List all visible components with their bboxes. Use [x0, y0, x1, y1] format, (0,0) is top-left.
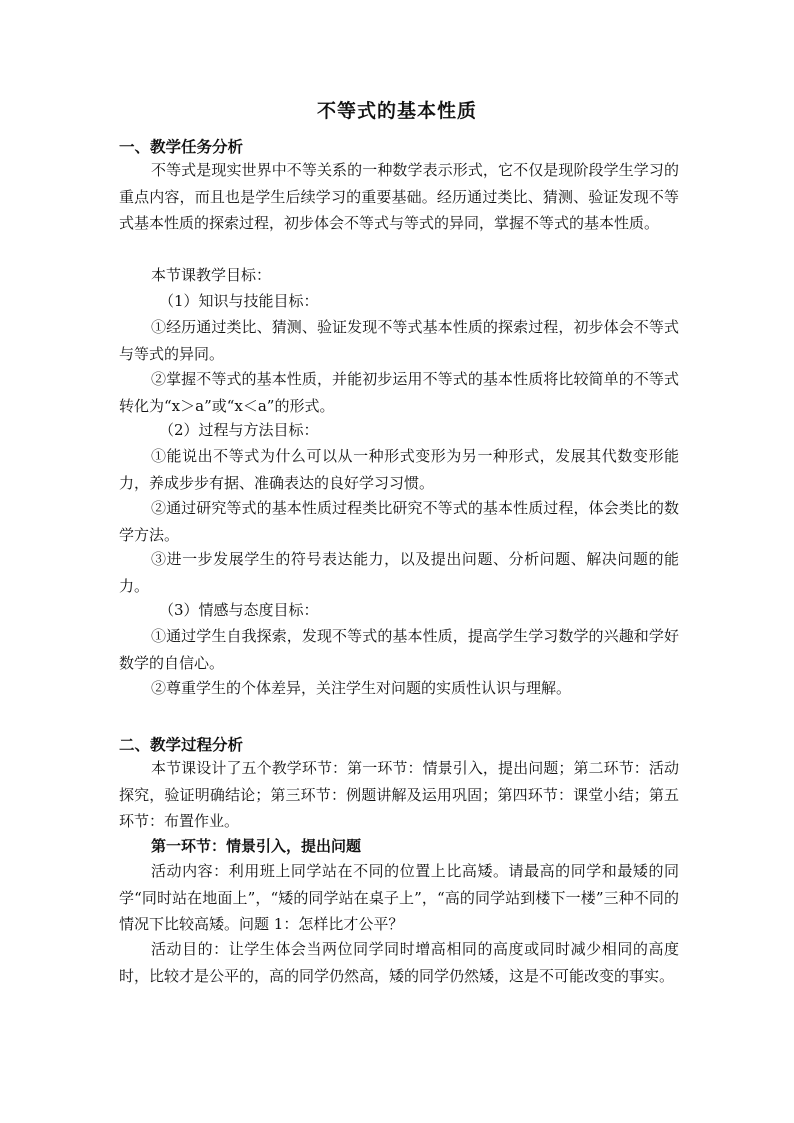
goal-heading-attitude: （3）情感与态度目标： — [159, 601, 319, 619]
paragraph-process-intro: 本节课设计了五个教学环节：第一环节：情景引入，提出问题；第二环节：活动探究，验证明确结论；第三环节：例题讲解及运用巩固；第四环节：课堂小结；第五环节：布置作业。 — [119, 759, 679, 830]
step-heading: 第一环节：情景引入，提出问题 — [151, 837, 362, 855]
goal-item: ①经历通过类比、猜测、验证发现不等式基本性质的探索过程，初步体会不等式与等式的异同。 — [119, 318, 679, 363]
paragraph-activity-goal: 活动目的：让学生体会当两位同学同时增高相同的高度或同时减少相同的高度时，比较才是公平的，高的同学仍然高，矮的同学仍然矮，这是不可能改变的事实。 — [119, 940, 679, 985]
goal-item: ①能说出不等式为什么可以从一种形式变形为另一种形式，发展其代数变形能力，养成步步有据、准确表达的良好学习习惯。 — [119, 447, 679, 492]
section-heading-1: 一、教学任务分析 — [119, 137, 244, 156]
paragraph-activity-content: 活动内容：利用班上同学站在不同的位置上比高矮。请最高的同学和最矮的同学“同时站在地面上”，“矮的同学站在桌子上”，“高的同学站到楼下一楼”三种不同的情况下比较高矮。问题 1：怎样比才公平？ — [119, 862, 679, 933]
goal-item: ②掌握不等式的基本性质，并能初步运用不等式的基本性质将比较简单的不等式转化为“x＞a”或“x＜a”的形式。 — [119, 370, 679, 415]
paragraph-goals-label: 本节课教学目标： — [151, 266, 272, 284]
goal-item: ②尊重学生的个体差异，关注学生对问题的实质性认识与理解。 — [151, 679, 572, 697]
page-title: 不等式的基本性质 — [316, 100, 477, 122]
section-heading-2: 二、教学过程分析 — [119, 735, 244, 754]
goal-item: ③进一步发展学生的符号表达能力，以及提出问题、分析问题、解决问题的能力。 — [119, 550, 679, 595]
paragraph-intro: 不等式是现实世界中不等关系的一种数学表示形式，它不仅是现阶段学生学习的重点内容，而且也是学生后续学习的重要基础。经历通过类比、猜测、验证发现不等式基本性质的探索过程，初步体会不等式与等式的异同，掌握不等式的基本性质。 — [119, 161, 679, 232]
goal-item: ①通过学生自我探索，发现不等式的基本性质，提高学生学习数学的兴趣和学好数学的自信心。 — [119, 627, 679, 672]
goal-heading-process: （2）过程与方法目标： — [159, 421, 319, 439]
goal-heading-knowledge: （1）知识与技能目标： — [159, 292, 319, 310]
goal-item: ②通过研究等式的基本性质过程类比研究不等式的基本性质过程，体会类比的数学方法。 — [119, 499, 679, 544]
